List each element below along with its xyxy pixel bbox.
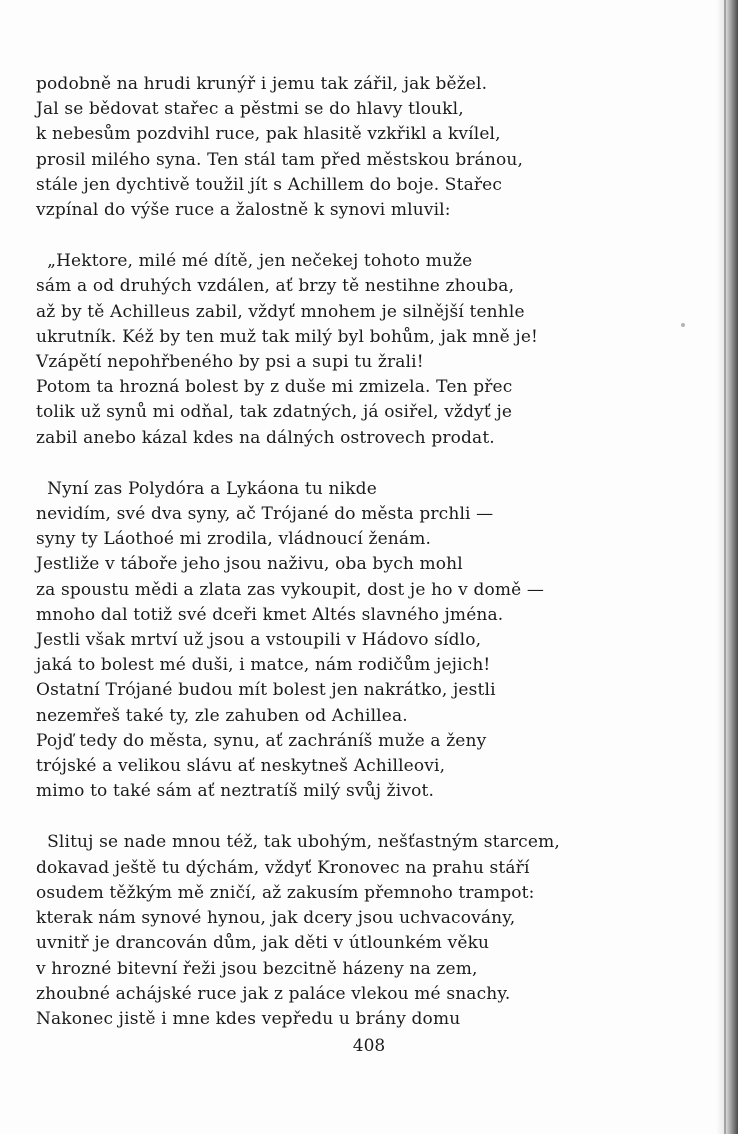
verse-line: Potom ta hrozná bolest by z duše mi zmizela. Ten přec bbox=[36, 377, 513, 398]
verse-line: kterak nám synové hynou, jak dcery jsou uchvacovány, bbox=[36, 908, 516, 929]
stanza-3 bbox=[36, 477, 636, 805]
verse-line: jaká to bolest mé duši, i matce, nám rodičům jejich! bbox=[36, 655, 491, 676]
verse-line: zhoubné achájské ruce jak z paláce vlekou mé snachy. bbox=[36, 983, 511, 1004]
verse-line: Jestliže v táboře jeho jsou naživu, oba bych mohl bbox=[36, 554, 463, 575]
verse-line: uvnitř je drancován dům, jak děti v útlounkém věku bbox=[36, 933, 490, 954]
verse-line: Nyní zas Polydóra a Lykáona tu nikde bbox=[36, 478, 377, 499]
verse-line: Jal se bědovat stařec a pěstmi se do hlavy tloukl, bbox=[36, 99, 464, 120]
verse-line: v hrozné bitevní řeži jsou bezcitně házeny na zem, bbox=[36, 958, 478, 979]
verse-line: k nebesům pozdvihl ruce, pak hlasitě vzkřikl a kvílel, bbox=[36, 124, 501, 145]
verse-line: tolik už synů mi odňal, tak zdatných, já osiřel, vždyť je bbox=[36, 402, 513, 423]
binding-edge-shadow bbox=[716, 0, 738, 1134]
verse-line: Vzápětí nepohřbeného by psi a supi tu žrali! bbox=[36, 352, 424, 373]
stanza-1 bbox=[36, 72, 636, 223]
verse-line: dokavad ještě tu dýchám, vždyť Kronovec na prahu stáří bbox=[36, 857, 530, 878]
verse-line: prosil milého syna. Ten stál tam před městskou bránou, bbox=[36, 149, 524, 170]
verse-line: podobně na hrudi krunýř i jemu tak zářil, jak běžel. bbox=[36, 74, 488, 94]
verse-line: mimo to také sám ať neztratíš milý svůj život. bbox=[36, 781, 435, 802]
verse-line: za spoustu mědi a zlata zas vykoupit, dost je ho v domě — bbox=[36, 579, 545, 600]
verse-line: Pojď tedy do města, synu, ať zachráníš muže a ženy bbox=[36, 730, 487, 751]
verse-line: Ostatní Trójané budou mít bolest jen nakrátko, jestli bbox=[36, 680, 496, 701]
verse-line: nevidím, své dva syny, ač Trójané do města prchli — bbox=[36, 504, 494, 525]
verse-line: Jestli však mrtví už jsou a vstoupili v Hádovo sídlo, bbox=[36, 630, 482, 651]
verse-line: až by tě Achilleus zabil, vždyť mnohem je silnější tenhle bbox=[36, 301, 525, 322]
verse-line: ukrutník. Kéž by ten muž tak milý byl bohům, jak mně je! bbox=[36, 326, 539, 347]
verse-line: vzpínal do výše ruce a žalostně k synovi mluvil: bbox=[36, 200, 451, 221]
verse-line: mnoho dal totiž své dceři kmet Altés slavného jména. bbox=[36, 604, 504, 625]
verse-line: Nakonec jistě i mne kdes vepředu u brány domu bbox=[36, 1008, 461, 1029]
page-number: 408 bbox=[352, 1036, 386, 1056]
verse-line: sám a od druhých vzdálen, ať brzy tě nestihne zhouba, bbox=[36, 276, 515, 297]
verse-line: trójské a velikou slávu ať neskytneš Achilleovi, bbox=[36, 756, 446, 777]
verse-line: syny ty Láothoé mi zrodila, vládnoucí ženám. bbox=[36, 529, 432, 550]
verse-line: „Hektore, milé mé dítě, jen nečekej tohoto muže bbox=[36, 251, 473, 272]
paper-speck bbox=[681, 323, 685, 327]
binding-edge-line bbox=[724, 0, 726, 1134]
verse-line: osudem těžkým mě zničí, až zakusím přemnoho trampot: bbox=[36, 882, 535, 903]
verse-line: stále jen dychtivě toužil jít s Achillem do boje. Stařec bbox=[36, 174, 503, 195]
stanza-4 bbox=[36, 830, 636, 1032]
stanza-2 bbox=[36, 249, 636, 451]
poem-text bbox=[36, 72, 636, 1058]
verse-line: nezemřeš také ty, zle zahuben od Achillea. bbox=[36, 705, 408, 726]
verse-line: zabil anebo kázal kdes na dálných ostrovech prodat. bbox=[36, 427, 495, 448]
verse-line: Slituj se nade mnou též, tak ubohým, nešťastným starcem, bbox=[36, 832, 560, 853]
